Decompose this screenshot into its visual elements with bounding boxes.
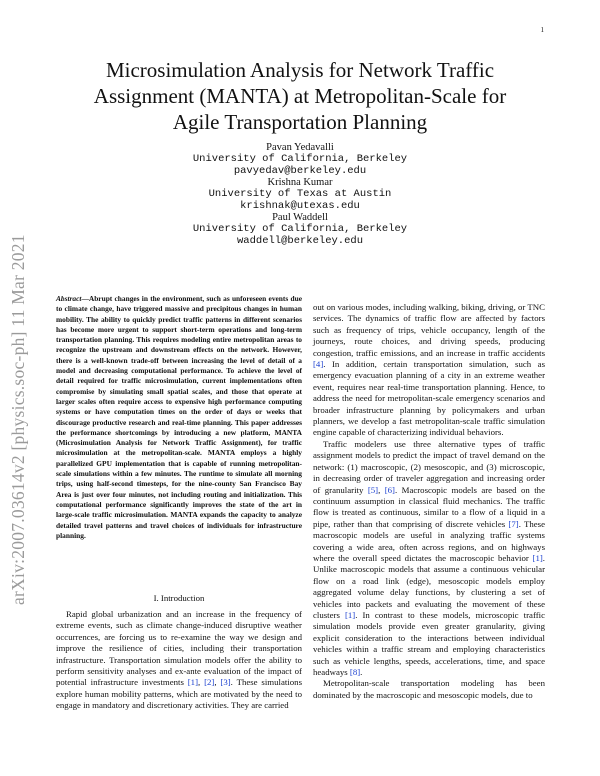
body-paragraph: Traffic modelers use three alternative types of traffic assignment models to predict the impact of travel demand on the network: (1) macroscopic, (2) mesoscopic, and (3) microscopic, in decreasing order of traveler aggregation and increasing order of granularity [5], [6]. Macroscopic models are based on the continuum assumption in classical fluid mechanics. The traffic flow is treated as continuous, similar to a flow of a liquid in a pipe, rather than that comprising of discrete vehicles [7]. These macroscopic models are useful in analyzing traffic systems covering a wide area, often across regions, and on highways where the overall speed dictates the macroscopic behavior [1]. Unlike macroscopic models that assume a continuous vehicular flow on a road link (edge), mesoscopic models employ aggregated volume delay functions, by clustering a set of vehicles into packets and evaluating the movement of these clusters [1]. In contrast to these models, microscopic traffic simulation models provide even greater granularity, giving explicit consideration to the interactions between individual vehicles within a traffic stream and employing characteristics such as vehicle lengths, speeds, accelerations, time, and space headways [8]. — [313, 438, 545, 677]
title-line: Agile Transportation Planning — [172, 110, 428, 134]
abstract — [56, 294, 302, 541]
author-affiliation: University of California, Berkeley — [192, 223, 408, 235]
citation-link[interactable]: [4] — [313, 359, 324, 370]
intro-paragraph: Rapid global urbanization and an increase in the frequency of extreme events, such as climate change-induced disruptive weather occurrences, are forcing us to re-examine the way we design and improve the resilience of cities, including their transportation infrastructure. Transportation simulation models offer the ability to perform sensitivity analyses and ex-ante evaluation of the impact of potential infrastructure investments [1], [2], [3]. These simulations explore human mobility patterns, which are motivated by the need to engage in mandatory and discretionary activities. They are carried — [56, 609, 302, 711]
author-name: Paul Waddell — [272, 212, 328, 223]
citation-link[interactable]: [8] — [349, 667, 361, 677]
citation-link[interactable]: [5] — [367, 484, 379, 495]
citation-link[interactable]: [3] — [220, 677, 231, 688]
author-block — [130, 142, 470, 247]
citation-link[interactable]: [2] — [204, 677, 215, 688]
citation-link[interactable]: [7] — [508, 518, 519, 529]
body-paragraph: out on various modes, including walking, biking, driving, or TNC services. The dynamics of traffic flow are affected by factors such as frequency of trips, vehicle occupancy, length of the journeys, route choices, and driving speeds, producing congestion, traffic emissions, and an increase in traffic accidents [4]. In addition, certain transportation simulation, such as emergency evacuation planning of a city in an extreme weather event, requires near real-time transportation planning. Hence, to address the need for metropolitan-scale emergency scenarios and broader infrastructure planning by policymakers and urban planners, we develop a fast metropolitan-scale traffic simulation engine capable of characterizing individual behaviors. — [313, 302, 545, 438]
citation-link[interactable]: [1] — [187, 677, 199, 688]
citation-link[interactable]: [6] — [384, 484, 395, 495]
abstract-text: —Abrupt changes in the environment, such as unforeseen events due to climate change, have triggered massive and precipitous changes in human mobility. The ability to quickly predict traffic patterns in different scenarios has become more urgent to support short-term operations and long-term transportation planning. This requires modeling entire metropolitan areas to recognize the upstream and downstream effects on the network. However, there is a well-known trade-off between increasing the level of detail of a model and decreasing computational performance. To achieve the level of detail required for traffic microsimulation, current implementations often compromise by simulating small spatial scales, and those that operate at larger scales often require access to expensive high performance computing systems or have computation times on the order of days or weeks that discourage productive research and real-time planning. This paper addresses the performance shortcomings by introducing a new platform, MANTA (Microsimulation Analysis for Network Traffic Assignment), for traffic microsimulation at the metropolitan-scale. MANTA employs a highly parallelized GPU implementation that is capable of running metropolitan-scale simulations within a few minutes. The runtime to simulate all morning trips, using half-second timesteps, for the nine-county San Francisco Bay Area is just over four minutes, not including routing and initialization. This computational performance significantly improves the state of the art in large-scale traffic microsimulation. MANTA expands the capacity to analyze detailed travel patterns and travel choices of individuals for infrastructure planning. — [56, 294, 302, 540]
citation-link[interactable]: [1] — [344, 609, 356, 620]
author-affiliation: University of Texas at Austin — [208, 188, 392, 200]
title-line: Assignment (MANTA) at Metropolitan-Scale for — [93, 84, 507, 108]
page-number: 1 — [540, 26, 544, 34]
author-email[interactable]: krishnak@utexas.edu — [240, 199, 360, 212]
body-paragraph: Metropolitan-scale transportation modeling has been dominated by the macroscopic and mesoscopic models, due to — [313, 678, 545, 700]
author-affiliation: University of California, Berkeley — [192, 153, 408, 165]
right-column — [313, 302, 545, 701]
author-email[interactable]: waddell@berkeley.edu — [236, 234, 364, 247]
author-name: Pavan Yedavalli — [266, 142, 334, 153]
abstract-label: Abstract — [56, 294, 82, 303]
paper-title — [40, 57, 560, 135]
arxiv-identifier[interactable]: arXiv:2007.03614v2 [physics.soc-ph] 11 Mar 2021 — [8, 234, 28, 605]
author-name: Krishna Kumar — [267, 177, 333, 188]
title-line: Microsimulation Analysis for Network Traffic — [105, 58, 495, 82]
citation-link[interactable]: [1] — [532, 552, 543, 563]
section-heading-introduction: I. Introduction — [153, 593, 205, 603]
author-email[interactable]: pavyedav@berkeley.edu — [233, 164, 367, 177]
intro-left-column — [56, 609, 302, 712]
